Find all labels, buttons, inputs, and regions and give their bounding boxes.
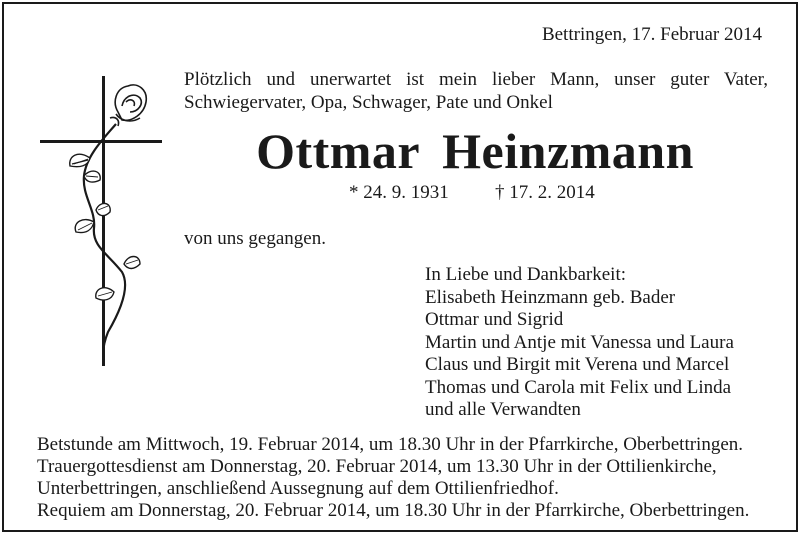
birth-date: * 24. 9. 1931: [349, 182, 449, 203]
mourner-name: Claus und Birgit mit Verena und Marcel: [425, 354, 730, 375]
mourner-name: Thomas und Carola mit Felix und Linda: [425, 376, 732, 398]
deceased-name: [184, 122, 766, 180]
mourners-list: [425, 264, 734, 422]
place-date: Bettringen, 17. Februar 2014: [541, 24, 762, 45]
obituary-card: [2, 2, 798, 532]
mourner-name: Elisabeth Heinzmann geb. Bader: [425, 286, 676, 308]
notice-line: Trauergottesdienst am Donnerstag, 20. Februar 2014, um 13.30 Uhr in der Ottilienkirche,: [37, 456, 717, 477]
mourners-heading: In Liebe und Dankbarkeit:: [425, 264, 627, 285]
passed-away-text: von uns gegangen.: [184, 228, 326, 249]
death-date: † 17. 2. 2014: [495, 182, 595, 203]
cross-with-rose-icon: [34, 76, 164, 366]
notice-line: Requiem am Donnerstag, 20. Februar 2014, um 18.30 Uhr in der Pfarrkirche, Oberbettringen.: [37, 500, 750, 521]
notice-line: Betstunde am Mittwoch, 19. Februar 2014, um 18.30 Uhr in der Pfarrkirche, Oberbettringen.: [37, 434, 744, 455]
intro-text: [184, 68, 768, 114]
mourner-name: Martin und Antje mit Vanessa und Laura: [425, 331, 734, 353]
intro-line-2: Schwiegervater, Opa, Schwager, Pate und Onkel: [184, 92, 553, 113]
notice-line: Unterbettringen, anschließend Aussegnung auf dem Ottilienfriedhof.: [37, 478, 559, 499]
last-name: Heinzmann: [442, 123, 694, 179]
intro-line-1: Plötzlich und unerwartet ist mein lieber Mann, unser guter Vater,: [184, 69, 768, 90]
service-notices: [37, 434, 749, 522]
first-name: Ottmar: [256, 123, 421, 179]
mourner-name: Ottmar und Sigrid: [425, 309, 564, 330]
mourner-name: und alle Verwandten: [425, 399, 581, 420]
